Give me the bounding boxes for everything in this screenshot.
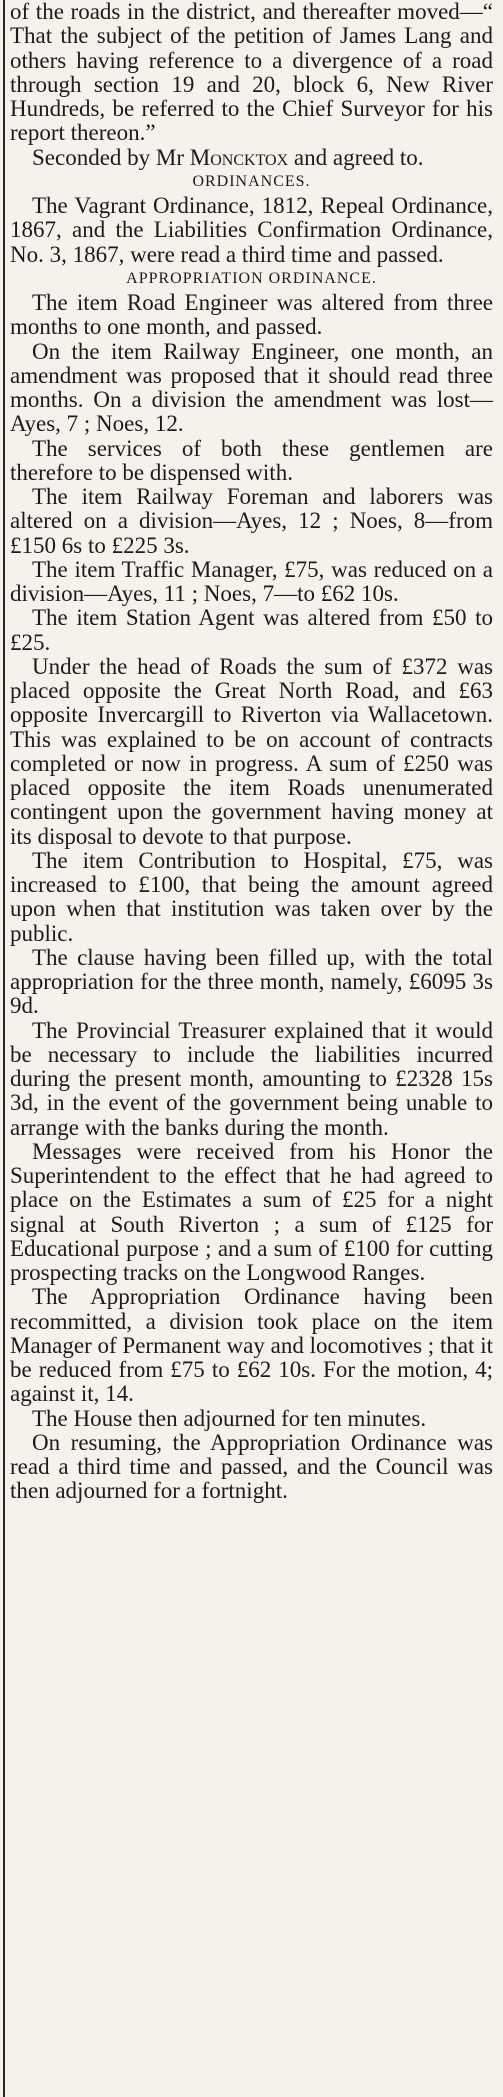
heading-appropriation-ordinance: APPROPRIATION ORDINANCE. — [126, 269, 377, 287]
paragraph-seconded — [10, 146, 493, 170]
paragraph-messages: Messages were received from his Honor the Superintendent to the effect that he had agreed to place on the Estimates a sum of £25 for a night signal at South Riverton ; a sum of £125 for Educational purpose ; and a sum of £100 for cutting prospecting tracks on the Longwood Ranges. — [10, 1138, 493, 1285]
seconded-text-pre: Seconded by Mr — [32, 144, 190, 170]
paragraph-vagrant-ordinance: The Vagrant Ordinance, 1812, Repeal Ordinance, 1867, and the Liabilities Confirmation Ordinance, No. 3, 1867, were read a third time and passed. — [10, 193, 493, 267]
paragraph-motion: of the roads in the district, and thereafter moved—“ That the subject of the petition of James Lang and others having reference to a divergence of a road through section 19 and 20, block 6, New River Hundreds, be referred to the Chief Surveyor for his report thereon.” — [10, 0, 493, 146]
seconder-name: Moncktox — [189, 144, 289, 170]
paragraph-resuming: On resuming, the Appropriation Ordinance was read a third time and passed, and the Council was then adjourned for a fortnight. — [10, 1429, 493, 1504]
paragraph-treasurer: The Provincial Treasurer explained that it would be necessary to include the liabilities incurred during the present month, amounting to £2328 15s 3d, in the event of the government being unable to arrange with the banks during the month. — [10, 1017, 493, 1140]
paragraph-total-appropriation: The clause having been filled up, with the total appropriation for the three month, namely, £6095 3s 9d. — [10, 944, 493, 1019]
paragraph-services: The services of both these gentlemen are therefore to be dispensed with. — [10, 435, 493, 485]
paragraph-adjourned: The House then adjourned for ten minutes. — [32, 1405, 427, 1431]
paragraph-road-engineer: The item Road Engineer was altered from three months to one month, and passed. — [10, 290, 493, 340]
seconded-text-post: and agreed to. — [288, 144, 424, 170]
paragraph-railway-foreman: The item Railway Foreman and laborers was altered on a division—Ayes, 12 ; Noes, 8—from £150 6s to £225 3s. — [10, 484, 493, 558]
paragraph-railway-engineer: On the item Railway Engineer, one month, an amendment was proposed that it should read three months. On a division the amendment was lost—Ayes, 7 ; Noes, 12. — [10, 338, 493, 437]
paragraph-recommitted: The Appropriation Ordinance having been recommitted, a division took place on the item Manager of Permanent way and locomotives ; that it be reduced from £75 to £62 10s. For the motion, 4; against it, 14. — [10, 1284, 493, 1407]
heading-ordinances: ORDINANCES. — [192, 172, 311, 190]
paragraph-roads: Under the head of Roads the sum of £372 was placed opposite the Great North Road, and £63 opposite Invercargill to Riverton via Wallacetown. This was explained to be on account of contracts completed or now in progress. A sum of £250 was placed opposite the item Roads unenumerated contingent upon the government having money at its disposal to devote to that purpose. — [10, 653, 493, 849]
paragraph-station-agent: The item Station Agent was altered from £50 to £25. — [10, 605, 493, 655]
paragraph-hospital: The item Contribution to Hospital, £75, was increased to £100, that being the amount agreed upon when that institution was taken over by the public. — [10, 847, 493, 946]
paragraph-traffic-manager: The item Traffic Manager, £75, was reduced on a division—Ayes, 11 ; Noes, 7—to £62 10s. — [10, 556, 493, 606]
